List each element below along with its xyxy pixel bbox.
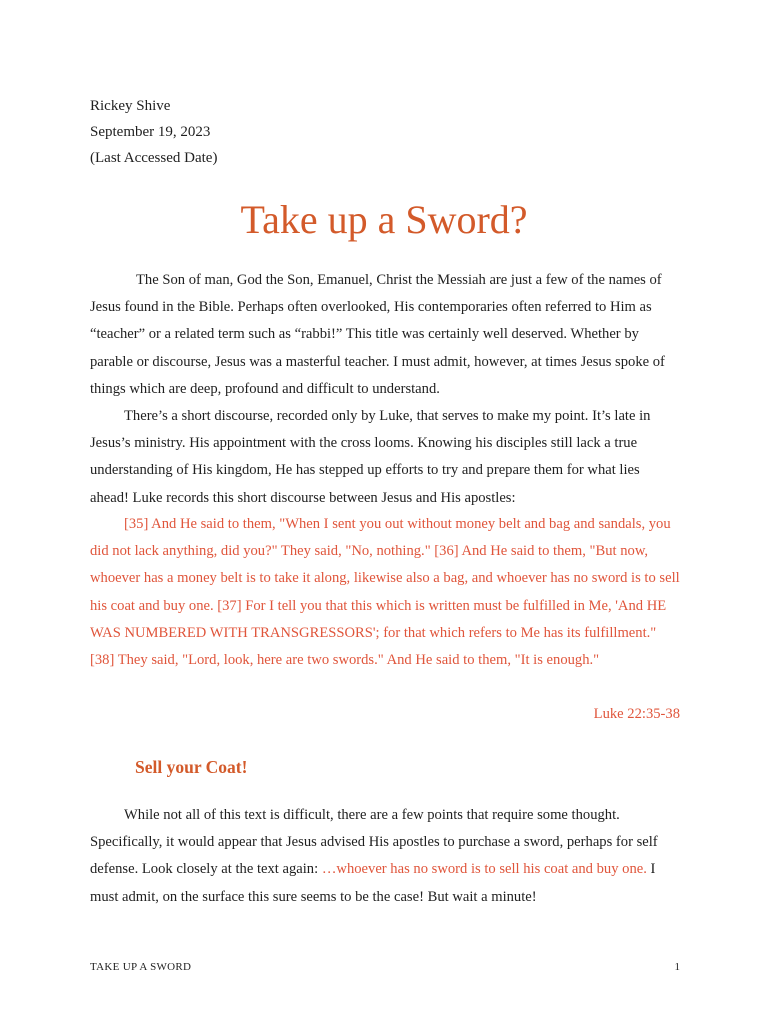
paragraph-intro: The Son of man, God the Son, Emanuel, Christ the Messiah are just a few of the names of Jesus found in the Bible. Perhaps often overlooked, His contemporaries often referred to Him as “teacher” or a related term such as “rabbi!” This title was certainly well deserved. Whether by parable or discourse, Jesus was a masterful teacher. I must admit, however, at times Jesus spoke of things which are deep, profound and difficult to understand. bbox=[90, 272, 665, 397]
scripture-quote: [35] And He said to them, "When I sent you out without money belt and bag and sandals, you did not lack anything, did you?" They said, "No, nothing." [36] And He said to them, "But now, whoever has a money belt is to take it along, likewise also a bag, and whoever has no sword is to sell his coat and buy one. [37] For I tell you that this which is written must be fulfilled in Me, 'And HE WAS NUMBERED WITH TRANSGRESSORS'; for that which refers to Me has its fulfillment." [38] They said, "Lord, look, here are two swords." And He said to them, "It is enough." bbox=[90, 516, 680, 669]
footer-running-title: TAKE UP A SWORD bbox=[90, 961, 192, 973]
document-date: September 19, 2023 bbox=[90, 124, 211, 140]
paragraph-analysis bbox=[90, 802, 680, 911]
author-name: Rickey Shive bbox=[90, 98, 171, 114]
paragraph-analysis-end: I must admit, on the surface this sure seems to be the case! But wait a minute! bbox=[90, 861, 656, 905]
scripture-reference: Luke 22:35-38 bbox=[593, 706, 680, 722]
last-accessed-note: (Last Accessed Date) bbox=[90, 150, 218, 166]
paragraph-analysis-start: While not all of this text is difficult, there are a few points that require some thought. Specifically, it would appear that Jesus advised His apostles to purchase a sword, perhaps for self defense. Look closely at the text again: bbox=[90, 807, 658, 878]
page-title: Take up a Sword? bbox=[240, 197, 528, 242]
document-header bbox=[90, 93, 217, 171]
section-heading: Sell your Coat! bbox=[135, 757, 248, 777]
footer-page-number: 1 bbox=[674, 961, 680, 973]
inline-scripture-quote: …whoever has no sword is to sell his coat and buy one. bbox=[321, 861, 647, 878]
paragraph-discourse: There’s a short discourse, recorded only by Luke, that serves to make my point. It’s late in Jesus’s ministry. His appointment with the cross looms. Knowing his disciples still lack a true understanding of His kingdom, He has stepped up efforts to try and prepare them for what lies ahead! Luke records this short discourse between Jesus and His apostles: bbox=[90, 408, 651, 506]
